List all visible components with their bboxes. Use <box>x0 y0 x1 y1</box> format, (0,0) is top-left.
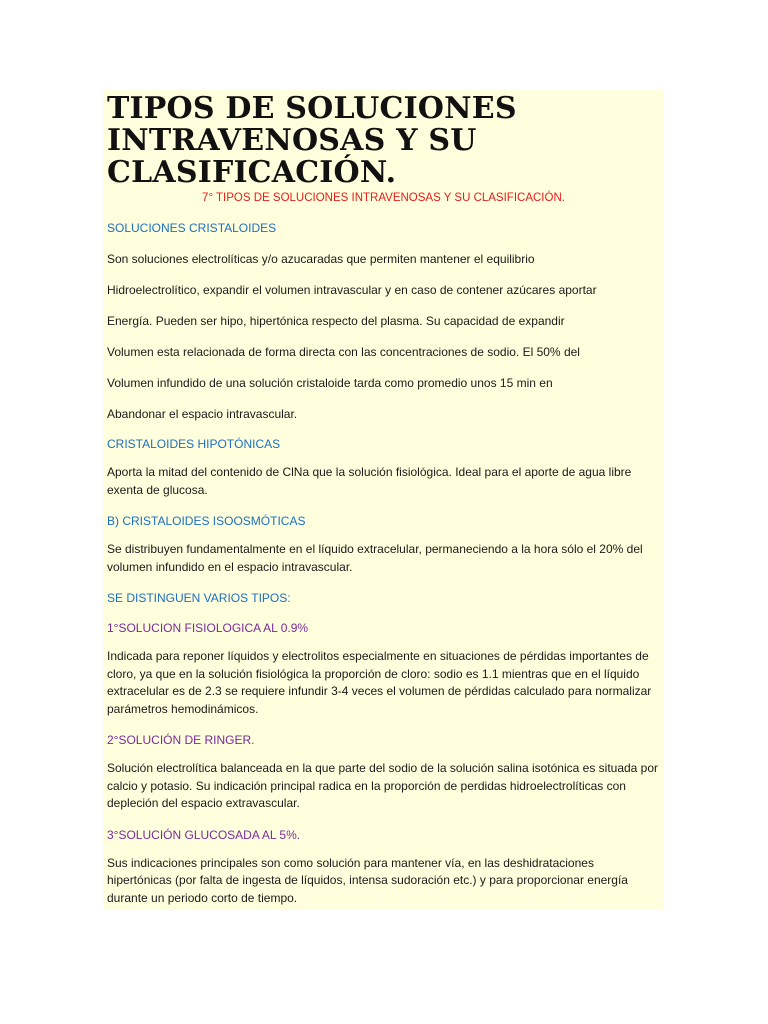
section-heading-isoosmoticas: B) CRISTALOIDES ISOOSMÓTICAS <box>107 514 306 528</box>
section-paragraph-glucosada: Sus indicaciones principales son como solución para mantener vía, en las deshidrataciones hipertónicas (por falta de ingesta de líquidos, intensa sudoración etc.) y para proporcionar energía durante un periodo corto de tiempo. <box>107 855 628 905</box>
title-line: INTRAVENOSAS Y SU <box>107 123 477 158</box>
section-heading-glucosada: 3°SOLUCIÓN GLUCOSADA AL 5%. <box>107 827 301 842</box>
paragraph-line: Abandonar el espacio intravascular. <box>107 407 298 421</box>
section-paragraph-ringer: Solución electrolítica balanceada en la que parte del sodio de la solución salina isotónica es situada por calcio y potasio. Su indicación principal radica en la proporción de perdidas hidroelectrolíticas con depleción del espacio extravascular. <box>107 761 659 810</box>
paragraph-line: Energía. Pueden ser hipo, hipertónica respecto del plasma. Su capacidad de expandir <box>107 314 565 328</box>
section-paragraph-isoosmoticas: Se distribuyen fundamentalmente en el líquido extracelular, permaneciendo a la hora sólo el 20% del volumen infundido en el espacio intravascular. <box>107 542 643 574</box>
document-subtitle: 7° TIPOS DE SOLUCIONES INTRAVENOSAS Y SU CLASIFICACIÓN. <box>202 192 565 204</box>
section-heading-hipotonicas: CRISTALOIDES HIPOTÓNICAS <box>107 437 281 451</box>
section-heading-cristaloides: SOLUCIONES CRISTALOIDES <box>107 221 277 235</box>
document-title <box>107 93 660 189</box>
paragraph-line: Volumen infundido de una solución cristaloide tarda como promedio unos 15 min en <box>107 376 553 390</box>
title-line: TIPOS DE SOLUCIONES <box>107 91 517 126</box>
paragraph-line: Hidroelectrolítico, expandir el volumen intravascular y en caso de contener azúcares aportar <box>107 283 597 297</box>
paragraph-line: Volumen esta relacionada de forma directa con las concentraciones de sodio. El 50% del <box>107 345 580 359</box>
document-body <box>103 90 664 910</box>
section-heading-tipos: SE DISTINGUEN VARIOS TIPOS: <box>107 591 291 605</box>
section-paragraph-hipotonicas: Aporta la mitad del contenido de ClNa que la solución fisiológica. Ideal para el aporte de agua libre exenta de glucosa. <box>107 465 632 497</box>
section-heading-fisiologica: 1°SOLUCION FISIOLOGICA AL 0.9% <box>107 621 309 635</box>
section-heading-ringer: 2°SOLUCIÓN DE RINGER. <box>107 733 255 747</box>
section-paragraph-fisiologica: Indicada para reponer líquidos y electrolitos especialmente en situaciones de pérdidas importantes de cloro, ya que en la solución fisiológica la proporción de cloro: sodio es 1.1 mientras que en el líquido extracelular es de 2.3 se requiere infundir 3-4 veces el volumen de pérdidas calculado para normalizar parámetros hemodinámicos. <box>107 649 652 716</box>
title-line: CLASIFICACIÓN. <box>107 155 397 190</box>
paragraph-line: Son soluciones electrolíticas y/o azucaradas que permiten mantener el equilibrio <box>107 252 535 266</box>
